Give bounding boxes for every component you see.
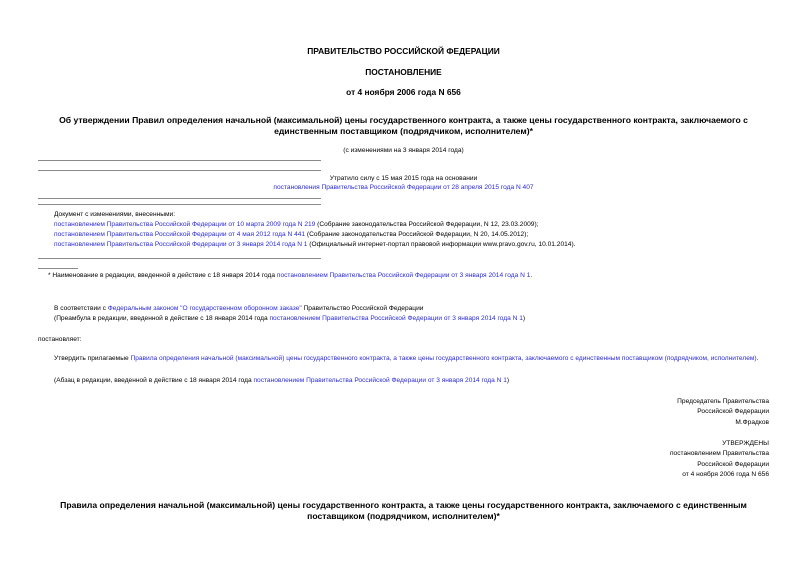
approved-by: постановлением Правительства: [669, 450, 769, 457]
change-source: (Официальный интернет-портал правовой информации www.pravo.gov.ru, 10.01.2014).: [307, 241, 576, 248]
approved-label: УТВЕРЖДЕНЫ: [722, 440, 769, 447]
preamble-paragraph: В соответствии с Федеральным законом "О государственном оборонном заказе" Правительство Российской Федерации: [54, 305, 424, 312]
signature-name: М.Фрадков: [735, 419, 769, 426]
divider: [38, 204, 321, 205]
expired-text: Утратило силу с 15 мая 2015 года на основании: [329, 175, 478, 182]
signature-position: Председатель Правительства: [677, 398, 769, 405]
change-link[interactable]: постановлением Правительства Российской Федерации от 4 мая 2012 года N 441: [54, 231, 306, 238]
government-heading: ПРАВИТЕЛЬСТВО РОССИЙСКОЙ ФЕДЕРАЦИИ: [307, 46, 500, 56]
signature-country: Российской Федерации: [697, 408, 769, 415]
approved-date: от 4 ноября 2006 года N 656: [682, 471, 769, 478]
approve-note: (Абзац в редакции, введенной в действие с 18 января 2014 года постановлением Правительства Российской Федерации от 3 января 2014 года N 1): [54, 377, 510, 384]
document-title: Об утверждении Правил определения начальной (максимальной) цены государственного контракта, а также цены государственного контракта, заключаемого с единственным поставщиком (подрядчиком, исполнителем)*: [59, 115, 748, 136]
change-source: (Собрание законодательства Российской Федерации, N 20, 14.05.2012);: [305, 231, 529, 238]
doc-type-heading: ПОСТАНОВЛЕНИЕ: [365, 67, 442, 77]
preamble-note: (Преамбула в редакции, введенной в действие с 18 января 2014 года постановлением Правительства Российской Федерации от 3 января 2014 года N 1): [54, 315, 526, 322]
list-item: [54, 230, 528, 239]
change-source: (Собрание законодательства Российской Федерации, N 12, 23.03.2009);: [315, 221, 539, 228]
date-number-heading: от 4 ноября 2006 года N 656: [346, 87, 461, 97]
divider: [38, 170, 321, 171]
amendment-note: (с изменениями на 3 января 2014 года): [343, 147, 464, 154]
divider: [38, 198, 321, 199]
approve-paragraph: Утвердить прилагаемые Правила определения начальной (максимальной) цены государственного контракта, а также цены государственного контракта, заключаемого с единственным поставщиком (подрядчиком, исполнителем).: [54, 355, 759, 362]
federal-law-link[interactable]: Федеральным законом "О государственном оборонном заказе": [107, 305, 302, 312]
change-link[interactable]: постановлением Правительства Российской Федерации от 3 января 2014 года N 1: [54, 241, 308, 248]
changes-intro: Документ с изменениями, внесенными:: [54, 211, 176, 218]
divider: [38, 160, 321, 161]
approved-country: Российской Федерации: [697, 461, 769, 468]
list-item: [54, 240, 575, 249]
footnote-divider: [38, 268, 78, 269]
footnote-link[interactable]: постановлением Правительства Российской Федерации от 3 января 2014 года N 1: [276, 272, 531, 279]
rules-link[interactable]: Правила определения начальной (максимальной) цены государственного контракта, а также цены государственного контракта, заключаемого с единственным поставщиком (подрядчиком, исполнителем): [130, 355, 757, 362]
divider: [38, 258, 321, 259]
resolves-label: постановляет:: [38, 336, 82, 343]
expired-link[interactable]: постановления Правительства Российской Федерации от 28 апреля 2015 года N 407: [273, 184, 534, 191]
change-link[interactable]: постановлением Правительства Российской Федерации от 10 марта 2009 года N 219: [54, 221, 316, 228]
footnote: * Наименование в редакции, введенной в действие с 18 января 2014 года постановлением Правительства Российской Федерации от 3 января 2014 года N 1.: [48, 272, 533, 279]
approve-note-link[interactable]: постановлением Правительства Российской Федерации от 3 января 2014 года N 1: [253, 377, 507, 384]
preamble-note-link[interactable]: постановлением Правительства Российской Федерации от 3 января 2014 года N 1: [269, 315, 523, 322]
rules-title: Правила определения начальной (максимальной) цены государственного контракта, а также цены государственного контракта, заключаемого с единственным поставщиком (подрядчиком, исполнителем)*: [60, 500, 747, 521]
list-item: [54, 220, 538, 229]
